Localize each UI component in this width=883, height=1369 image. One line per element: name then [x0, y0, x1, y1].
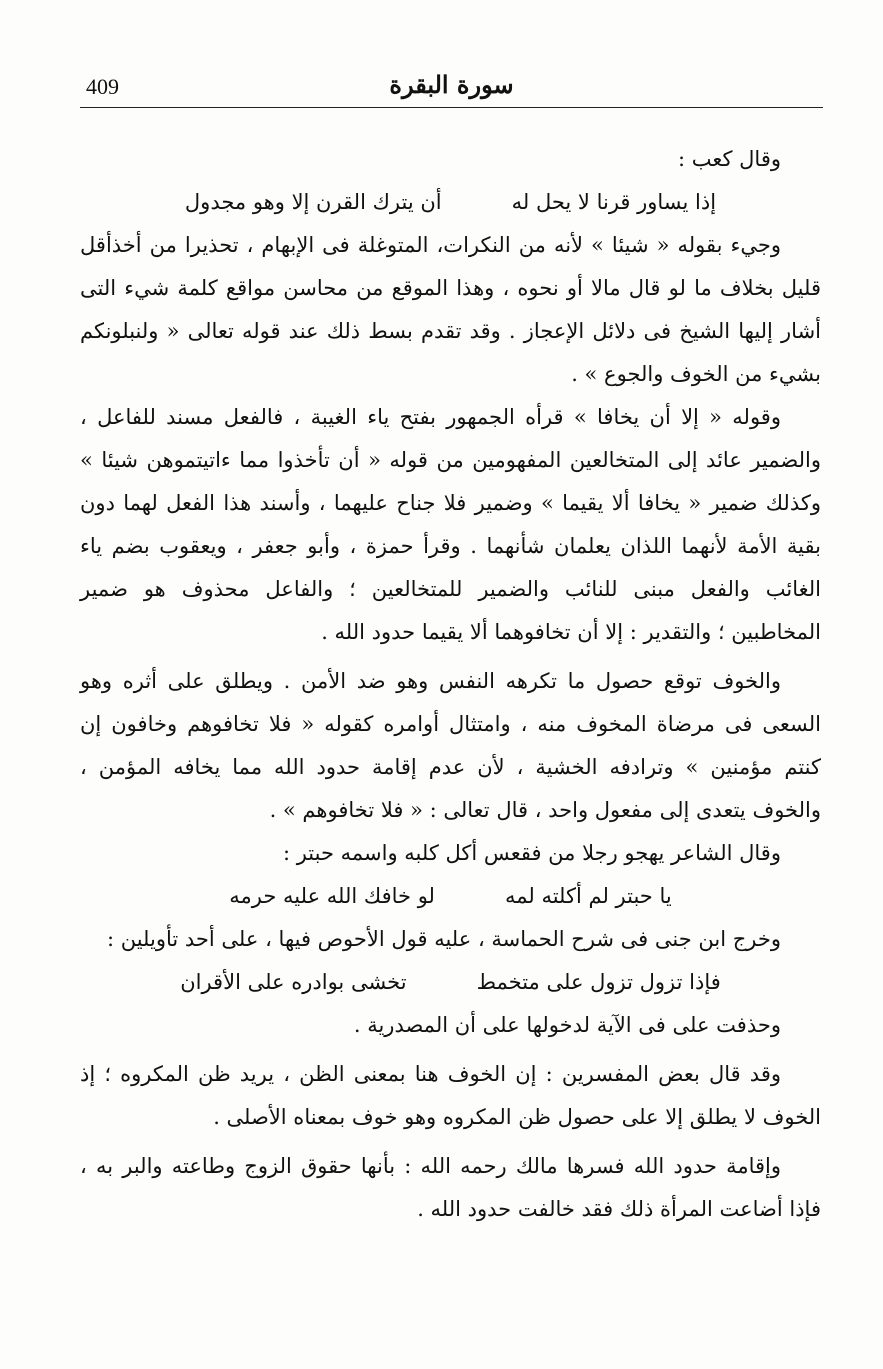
verse-hemistich-first: يا حبتر لم أكلته لمه	[504, 884, 672, 908]
page-body	[80, 138, 821, 1231]
paragraph-shayan: وجيء بقوله « شيئا » لأنه من النكرات، المتوغلة فى الإبهام ، تحذيرا من أخذأقل قليل بخلاف ما لو قال مالا أو نحوه ، وهذا الموقع من محاسن مواقع كلمة شيء التى أشار إليها الشيخ فى دلائل الإعجاز . وقد تقدم بسط ذلك عند قوله تعالى « ولنبلونكم بشيء من الخوف والجوع » .	[80, 233, 821, 386]
surah-title: سورة البقرة	[389, 70, 514, 99]
paragraph-hadhf-ala: وحذفت على فى الآية لدخولها على أن المصدرية .	[353, 1013, 781, 1037]
page-number: 409	[86, 74, 119, 99]
poetry-verse-kaab	[80, 181, 821, 224]
verse-hemistich-second: لو خافك الله عليه حرمه	[229, 884, 435, 908]
verse-hemistich-first: فإذا تزول تزول على متخمط	[476, 970, 721, 994]
paragraph-mufassirin: وقد قال بعض المفسرين : إن الخوف هنا بمعنى الظن ، يريد ظن المكروه ؛ إذ الخوف لا يطلق إلا على حصول ظن المكروه وهو خوف بمعناه الأصلى .	[80, 1062, 821, 1129]
verse-hemistich-first: إذا يساور قرنا لا يحل له	[511, 190, 717, 214]
paragraph-poet-intro: وقال الشاعر يهجو رجلا من فقعس أكل كلبه واسمه حبتر :	[282, 841, 781, 865]
paragraph-khawf: والخوف توقع حصول ما تكرهه النفس وهو ضد الأمن . ويطلق على أثره وهو السعى فى مرضاة المخوف منه ، وامتثال أوامره كقوله « فلا تخافوهم وخافون إن كنتم مؤمنين » وترادفه الخشية ، لأن عدم إقامة حدود الله مما يخافه المؤمن ، والخوف يتعدى إلى مفعول واحد ، قال تعالى : « فلا تخافوهم » .	[80, 669, 821, 822]
paragraph-ibn-jinni: وخرج ابن جنى فى شرح الحماسة ، عليه قول الأحوص فيها ، على أحد تأويلين :	[106, 927, 781, 951]
paragraph-iqamat-hudud: وإقامة حدود الله فسرها مالك رحمه الله : بأنها حقوق الزوج وطاعته والبر به ، فإذا أضاعت المرأة ذلك فقد خالفت حدود الله .	[80, 1154, 821, 1221]
poetry-verse-habtar	[80, 875, 821, 918]
verse-hemistich-second: أن يترك القرن إلا وهو مجدول	[184, 190, 442, 214]
paragraph-kaab-intro: وقال كعب :	[677, 147, 781, 171]
poetry-verse-ahwas	[80, 961, 821, 1004]
page-header	[80, 70, 823, 106]
verse-hemistich-second: تخشى بوادره على الأقران	[180, 970, 407, 994]
header-divider	[80, 107, 823, 108]
paragraph-illa-an-yakhafa: وقوله « إلا أن يخافا » قرأه الجمهور بفتح ياء الغيبة ، فالفعل مسند للفاعل ، والضمير عائد إلى المتخالعين المفهومين من قوله « أن تأخذوا مما ءاتيتموهن شيئا » وكذلك ضمير « يخافا ألا يقيما » وضمير فلا جناح عليهما ، وأسند هذا الفعل لهما دون بقية الأمة لأنهما اللذان يعلمان شأنهما . وقرأ حمزة ، وأبو جعفر ، ويعقوب بضم ياء الغائب والفعل مبنى للنائب والضمير للمتخالعين ؛ والفاعل محذوف هو ضمير المخاطبين ؛ والتقدير : إلا أن تخافوهما ألا يقيما حدود الله .	[80, 405, 821, 644]
